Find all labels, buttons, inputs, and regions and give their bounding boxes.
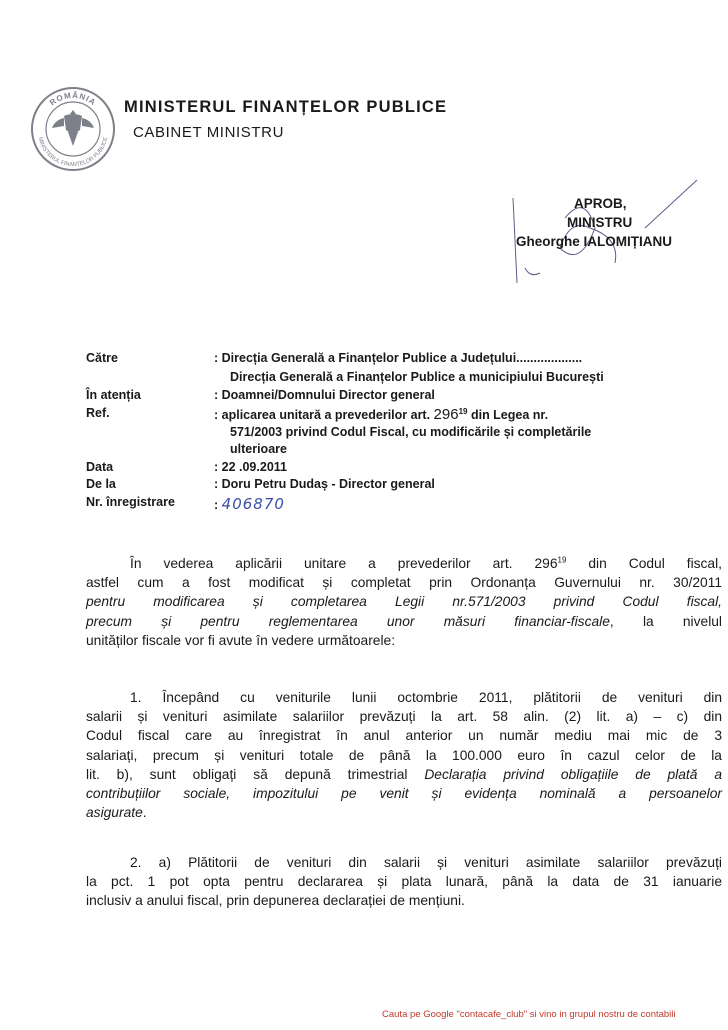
para-line: salariați, precum și venituri totale de până la 100.000 euro în cazul celor de la <box>86 747 722 763</box>
ministry-seal-icon <box>30 86 116 172</box>
text-span: , la nivelul <box>609 613 723 629</box>
meta-value-nr <box>214 495 285 513</box>
meta-value-catre-1: : Direcția Generală a Finanțelor Publice a Județului................... <box>214 351 583 365</box>
text-span: Declarația privind obligațiile de plată a <box>424 766 722 782</box>
meta-value-data: : 22 .09.2011 <box>214 460 287 474</box>
meta-value-atentia: : Doamnei/Domnului Director general <box>214 388 435 402</box>
approval-minister-name: Gheorghe IALOMIȚIANU <box>516 234 672 249</box>
para-line <box>86 612 722 631</box>
approval-ministru: MINISTRU <box>567 215 633 230</box>
nr-prefix: : <box>214 498 219 512</box>
para-line: 1. Începând cu veniturile lunii octombrie 2011, plătitorii de venituri din <box>130 690 722 705</box>
meta-label-nr: Nr. înregistrare <box>86 495 175 509</box>
meta-value-ref-3: ulterioare <box>230 442 287 456</box>
para-line: 2. a) Plătitorii de venituri din salarii și venituri asimilate salariilor prevăzuți <box>130 855 722 870</box>
meta-label-ref: Ref. <box>86 406 110 420</box>
para-line: Codul fiscal care au înregistrat în anul anterior un număr mediu mai mic de 3 <box>86 728 722 744</box>
footer-note: Cauta pe Google "contacafe_club" si vino in grupul nostru de contabili <box>382 1009 676 1020</box>
registration-number: 406870 <box>221 495 285 513</box>
ministry-name: MINISTERUL FINANȚELOR PUBLICE <box>124 98 448 116</box>
text-span: lit. b), sunt obligați să depună trimestrial <box>86 766 425 782</box>
meta-value-ref-1 <box>214 406 548 423</box>
meta-label-dela: De la <box>86 477 116 491</box>
text-span: asigurate <box>86 805 143 821</box>
para-line: salarii și venituri asimilate salariilor prevăzuți la art. 58 alin. (2) lit. a) – c) din <box>86 709 722 725</box>
paragraph-point-2 <box>86 853 722 911</box>
para-line: pentru modificarea și completarea Legii nr.571/2003 privind Codul fiscal, <box>86 594 722 610</box>
superscript: 19 <box>557 555 567 565</box>
paragraph-intro <box>86 554 722 650</box>
para-line: inclusiv a anului fiscal, prin depunerea declarației de mențiuni. <box>86 893 465 909</box>
ref-text-a: : aplicarea unitară a prevederilor art. <box>214 408 434 422</box>
para-line: la pct. 1 pot opta pentru declararea și plata lunară, până la data de 31 ianuarie <box>86 874 722 890</box>
para-line <box>86 803 722 822</box>
meta-label-data: Data <box>86 460 114 474</box>
para-line <box>86 765 722 784</box>
ref-art: 296 <box>433 406 459 423</box>
text-span: În vederea aplicării unitare a prevederilor art. 296 <box>130 556 558 571</box>
para-line: astfel cum a fost modificat și completat prin Ordonanța Guvernului nr. 30/2011 <box>86 575 722 591</box>
svg-text:ROMÂNIA <box>48 91 98 108</box>
ref-text-b: din Legea nr. <box>467 408 549 422</box>
para-line: unităților fiscale vor fi avute în vedere următoarele: <box>86 632 396 648</box>
text-span: din Codul fiscal, <box>566 556 722 571</box>
ref-sup: 19 <box>458 406 468 416</box>
meta-label-catre: Către <box>86 351 118 365</box>
meta-value-dela: : Doru Petru Dudaș - Director general <box>214 477 435 491</box>
cabinet-name: CABINET MINISTRU <box>133 124 285 141</box>
meta-value-ref-2: 571/2003 privind Codul Fiscal, cu modificările și completările <box>230 425 592 439</box>
meta-label-atentia: În atenția <box>86 388 141 402</box>
seal-text-bottom: MINISTERUL FINANȚELOR PUBLICE <box>36 136 110 169</box>
seal-text-top: ROMÂNIA <box>48 90 98 108</box>
text-span: . <box>142 805 147 821</box>
para-line <box>86 554 722 573</box>
meta-value-catre-2: Direcția Generală a Finanțelor Publice a municipiului București <box>230 370 604 384</box>
approval-aprob: APROB, <box>574 196 627 211</box>
paragraph-point-1 <box>86 688 722 822</box>
text-span: precum și pentru reglementarea unor măsuri financiar-fiscale <box>86 613 610 629</box>
para-line: contribuțiilor sociale, impozitului pe venit și evidența nominală a persoanelor <box>86 786 722 802</box>
